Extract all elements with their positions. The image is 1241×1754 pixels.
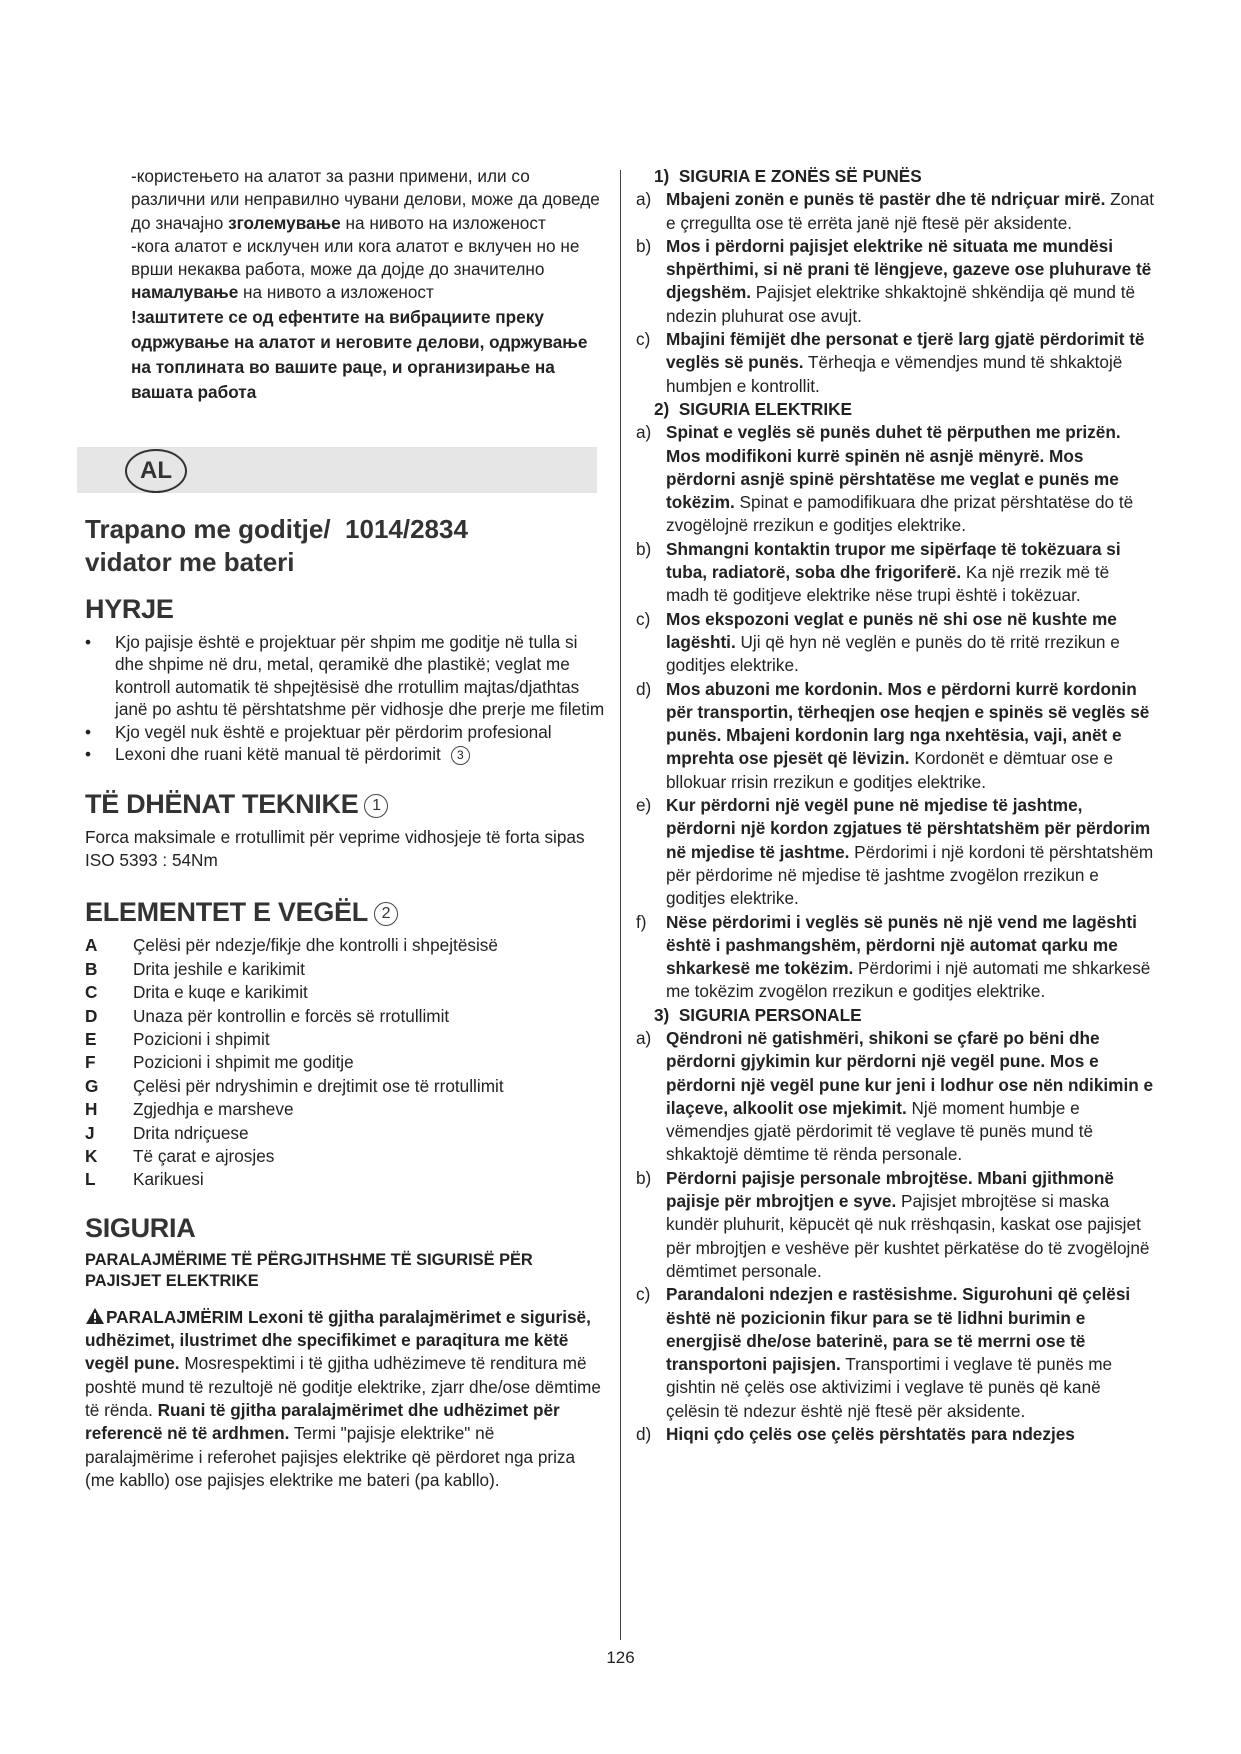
mk-item-text: на нивото на изложеност [340, 212, 546, 233]
element-label: Çelësi për ndezje/fikje dhe kontrolli i shpejtësisë [133, 935, 498, 956]
figure-ref-badge: 1 [364, 794, 388, 818]
element-row [85, 1145, 504, 1168]
item-bold: Mbajini fëmijët dhe personat e tjerë larg gjatë përdorimit të veglës së punës. [666, 329, 1145, 373]
mk-item-text: -кога алатот е исклучен или кога алатот е вклучен но не врши некаква работа, може да дојде до значително [131, 235, 580, 280]
mk-block [85, 165, 605, 405]
element-key: G [85, 1075, 99, 1096]
element-label: Pozicioni i shpimit me goditje [133, 1052, 354, 1073]
mk-item [85, 235, 605, 305]
element-key: A [85, 935, 98, 956]
element-row [85, 1075, 504, 1098]
title-line-1: Trapano me goditje/ 1014/2834 [85, 513, 468, 544]
siguria-heading: SIGURIA [85, 1212, 196, 1243]
warning-triangle-icon [85, 1307, 105, 1325]
element-key: J [85, 1122, 95, 1143]
item-letter: c) [636, 329, 651, 350]
page-number: 126 [606, 1648, 635, 1667]
figure-ref-badge: 2 [374, 902, 398, 926]
warning-text-2: Termi "pajisje elektrike" në paralajmërime i referohet pajisjes elektrike që përdoret nga priza (me kabllo) ose pajisjes elektrike me bateri (pa kabllo). [85, 1423, 576, 1490]
item-letter: e) [636, 795, 652, 816]
safety-item [636, 188, 1156, 235]
safety-item [636, 678, 1156, 794]
item-text: Transportimi i veglave të punës me gishtin në çelës ose aktivizimi i veglave të punës që kanë çelësin të ndezur është një ftesë për aksidente. [666, 1354, 1113, 1421]
hyrje-list [85, 631, 605, 766]
element-label: Të çarat e ajrosjes [133, 1146, 275, 1167]
mk-item [85, 165, 605, 235]
siguria-subheading: PARALAJMËRIME TË PËRGJITHSHME TË SIGURISË PËR PAJISJET ELEKTRIKE [85, 1250, 533, 1290]
safety-item [636, 794, 1156, 910]
safety-item [636, 538, 1156, 608]
list-item-text: Lexoni dhe ruani këtë manual të përdorimit [115, 744, 441, 765]
element-label: Çelësi për ndryshimin e drejtimit ose të rrotullimit [133, 1075, 504, 1096]
item-letter: b) [636, 1167, 652, 1188]
item-bold: Shmangni kontaktin trupor me sipërfaqe të tokëzuara si tuba, radiatorë, soba dhe frigoriferë. [666, 538, 1121, 583]
element-key: F [85, 1052, 96, 1073]
item-text: Pajisjet mbrojtëse si maska kundër pluhurit, këpucët që nuk rrëshqasin, kaskat ose pajisjet për mbrojtjen e veshëve për kushtet përkatëse do të zvogëlojnë dëmtimet personale. [666, 1191, 1150, 1281]
element-key: E [85, 1029, 97, 1049]
element-row [85, 1168, 504, 1191]
element-row [85, 1122, 504, 1145]
item-bold: Mos abuzoni me kordonin. Mos e përdorni kurrë kordonin për transportin, tërheqjen ose heqjen e spinës së veglës së punës. Mbajeni kordonin larg nga nxehtësia, vaji, anët e mprehta ose pjesët që lëvizin. [666, 678, 1150, 769]
element-row [85, 1005, 504, 1028]
section-heading: 2) SIGURIA ELEKTRIKE [654, 398, 852, 419]
mk-item-text: на нивото а изложеност [238, 282, 434, 303]
element-row [85, 958, 504, 981]
item-text: Përdorimi i një kordoni të përshtatshëm për përdorime në mjedise të jashtme zvogëlon rrezikun e goditjes elektrike. [666, 841, 1154, 909]
elements-heading [85, 896, 605, 928]
element-label: Drita ndriçuese [133, 1122, 249, 1143]
item-letter: d) [636, 678, 652, 699]
item-text: Zonat e çrregullta ose të errëta janë një ftesë për aksidente. [666, 189, 1155, 233]
mk-note: !заштитете се од ефентите на вибрациите преку одржување на алатот и неговите делови, одржување на топлината во вашите раце, и организирање на вашата работа [131, 306, 588, 402]
mk-item-bold: зголемување [228, 212, 341, 233]
page-title [85, 513, 605, 579]
item-letter: d) [636, 1424, 652, 1445]
safety-item [636, 1283, 1156, 1423]
element-row [85, 934, 504, 957]
item-text: Kordonët e dëmtuar ose e bllokuar rrisin rrezikun e goditjes elektrike. [666, 748, 1114, 792]
safety-item [636, 1167, 1156, 1283]
item-letter: a) [636, 1027, 652, 1048]
element-key: C [85, 982, 98, 1003]
element-label: Drita e kuqe e karikimit [133, 982, 308, 1003]
element-label: Karikuesi [133, 1169, 204, 1190]
section-heading: 1) SIGURIA E ZONËS SË PUNËS [654, 166, 922, 186]
item-text: Përdorimi i një automati me shkarkesë me tokëzim zvogëlon rrezikun e goditjes elektrike. [666, 958, 1151, 1002]
safety-item [636, 911, 1156, 1004]
safety-item [636, 1423, 1156, 1446]
section-heading: 3) SIGURIA PERSONALE [654, 1004, 862, 1025]
list-item [85, 743, 605, 766]
mk-item-bold: намалување [131, 282, 239, 303]
element-key: K [85, 1146, 98, 1167]
column-divider [620, 170, 621, 1640]
element-row [85, 1098, 504, 1121]
element-row [85, 1028, 504, 1051]
element-key: L [85, 1169, 96, 1190]
element-label: Pozicioni i shpimit [133, 1029, 270, 1049]
item-text: Tërheqja e vëmendjes mund të shkaktojë humbjen e kontrollit. [666, 352, 1123, 396]
item-bold: Përdorni pajisje personale mbrojtëse. Mbani gjithmonë pajisje për mbrojtjen e syve. [666, 1167, 1114, 1212]
warning-bold-1: PARALAJMËRIM Lexoni të gjitha paralajmërimet e sigurisë, udhëzimet, ilustrimet dhe specifikimet e paraqitura me këtë vegël pune. [85, 1306, 591, 1374]
item-letter: c) [636, 608, 651, 629]
item-text: Një moment humbje e vëmendjes gjatë përdorimit të veglave të punës mund të shkaktojë dëmtime të rënda personale. [666, 1097, 1094, 1165]
hyrje-heading: HYRJE [85, 593, 174, 624]
elements-heading-text: ELEMENTET E VEGËL [85, 897, 368, 928]
element-key: D [85, 1005, 98, 1026]
list-item: • Kjo vegël nuk është e projektuar për përdorim profesional [85, 721, 605, 744]
right-column [636, 165, 1156, 1446]
item-letter: b) [636, 235, 652, 256]
language-badge: AL [125, 449, 187, 493]
element-key: H [85, 1099, 98, 1120]
item-letter: a) [636, 422, 652, 443]
element-row [85, 1051, 504, 1074]
title-line-2: vidator me bateri [85, 546, 295, 577]
item-letter: b) [636, 538, 652, 559]
item-bold: Parandaloni ndezjen e rastësishme. Sigurohuni që çelësi është në pozicionin fikur para se të lidhni burimin e energjisë dhe/ose baterinë, para se të merrni ose të transportoni pajisjen. [666, 1284, 1131, 1375]
tech-heading [85, 788, 605, 820]
element-row [85, 981, 504, 1004]
item-text: Spinat e pamodifikuara dhe prizat përshtatëse do të zvogëlojnë rrezikun e goditjes elektrike. [666, 492, 1134, 536]
item-text: Pajisjet elektrike shkaktojnë shkëndija që mund të ndezin pluhurat ose avujt. [666, 282, 1136, 326]
elements-list [85, 934, 504, 1191]
figure-ref-badge: 3 [451, 746, 470, 765]
item-text: Ka një rrezik më të madh të goditjeve elektrike nëse trupi është i tokëzuar. [666, 562, 1110, 606]
element-key: B [85, 958, 98, 979]
item-letter: a) [636, 189, 652, 210]
safety-item [636, 328, 1156, 398]
item-bold: Qëndroni në gatishmëri, shikoni se çfarë po bëni dhe përdorni gjykimin kur përdorni një vegël pune. Mos e përdorni një vegël pune kur jeni i lodhur ose nën ndikimin e ilaçeve, alkoolit ose mjekimit. [666, 1027, 1154, 1118]
safety-item [636, 608, 1156, 678]
left-column [85, 165, 605, 1492]
mk-item-text: -користењето на алатот за разни примени, или со различни или неправилно чувани делови, може да доведе до значајно [131, 166, 600, 233]
warning-text-1: Mosrespektimi i të gjitha udhëzimeve të renditura më poshtë mund të rezultojë në goditje elektrike, zjarr dhe/ose dëmtime të rënda. [85, 1353, 601, 1421]
safety-item [636, 1027, 1156, 1167]
safety-item [636, 421, 1156, 537]
item-text: Uji që hyn në veglën e punës do të rritë rrezikun e goditjes elektrike. [666, 631, 1120, 676]
item-bold: Hiqni çdo çelës ose çelës përshtatës para ndezjes [666, 1424, 1075, 1445]
item-bold: Spinat e veglës së punës duhet të përputhen me prizën. Mos modifikoni kurrë spinën në asnjë mënyrë. Mos përdorni asnjë spinë përshtatëse me veglat e punës me tokëzim. [666, 422, 1121, 513]
item-bold: Mos ekspozoni veglat e punës në shi ose në kushte me lagështi. [666, 608, 1117, 652]
element-label: Unaza për kontrollin e forcës së rrotullimit [133, 1005, 450, 1026]
language-band [77, 447, 597, 493]
element-label: Drita jeshile e karikimit [133, 958, 305, 979]
safety-item [636, 235, 1156, 328]
element-label: Zgjedhja e marsheve [133, 1099, 294, 1120]
item-letter: f) [636, 911, 647, 932]
item-bold: Mbajeni zonën e punës të pastër dhe të ndriçuar mirë. [666, 189, 1106, 210]
tech-text: Forca maksimale e rrotullimit për veprime vidhosjeje të forta sipas ISO 5393 : 54Nm [85, 826, 585, 871]
item-bold: Kur përdorni një vegël pune në mjedise të jashtme, përdorni një kordon zgjatues të përshtatshëm për përdorim në mjedise të jashtme. [666, 795, 1151, 862]
warning-paragraph [85, 1306, 605, 1492]
item-bold: Nëse përdorimi i veglës së punës në një vend me lagështi është i pashmangshëm, përdorni një automat qarku me shkarkesë me tokëzim. [666, 911, 1137, 979]
item-letter: c) [636, 1284, 651, 1305]
tech-heading-text: TË DHËNAT TEKNIKE [85, 788, 359, 819]
item-bold: Mos i përdorni pajisjet elektrike në situata me mundësi shpërthimi, si në prani të lëngjeve, gazeve ose pluhurave të djegshëm. [666, 235, 1152, 303]
warning-bold-2: Ruani të gjitha paralajmërimet dhe udhëzimet për referencë në të ardhmen. [85, 1400, 560, 1444]
list-item: • Kjo pajisje është e projektuar për shpim me goditje në tulla si dhe shpime në dru, metal, qeramikë dhe plastikë; veglat me kontroll automatik të shpejtësisë dhe rrotullim majtas/djathtas janë po ashtu të përshtatshme për vidhosje dhe prerje me filetim [85, 631, 605, 721]
